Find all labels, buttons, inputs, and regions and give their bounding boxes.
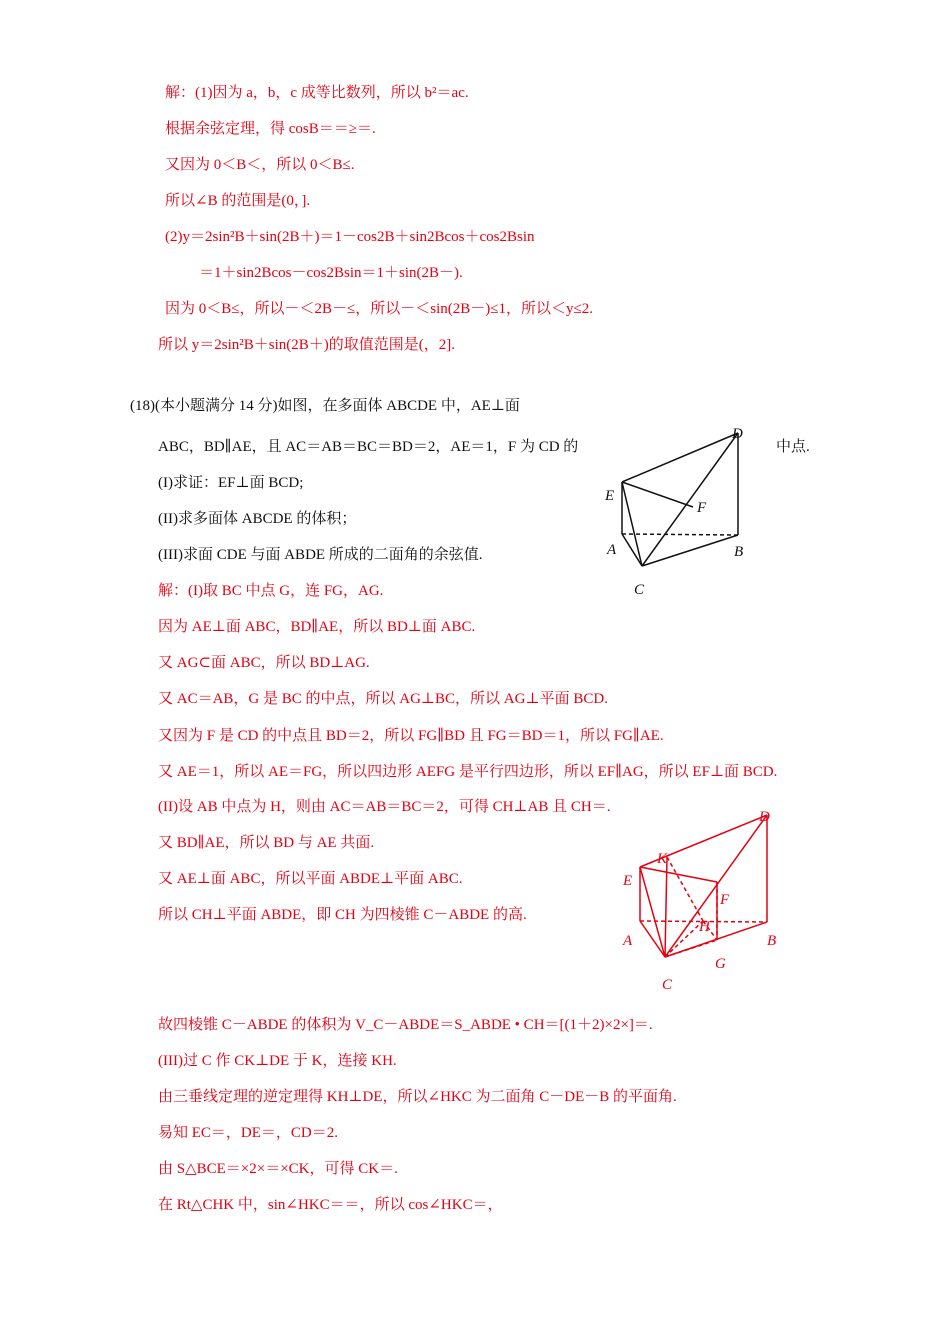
label-a: A <box>607 542 617 558</box>
solution-line: 又 AE＝1，所以 AE＝FG，所以四边形 AEFG 是平行四边形，所以 EF∥AG，所以 EF⊥面 BCD. <box>158 764 778 780</box>
solution-line: 易知 EC＝，DE＝，CD＝2. <box>158 1125 339 1141</box>
question-3: (III)求面 CDE 与面 ABDE 所成的二面角的余弦值. <box>158 547 483 563</box>
solution-line: 根据余弦定理，得 cosB＝＝≥＝. <box>165 121 376 137</box>
polyhedron-figure <box>595 420 765 600</box>
label-k: K <box>657 851 668 867</box>
solution-line: 由三垂线定理的逆定理得 KH⊥DE，所以∠HKC 为二面角 C－DE－B 的平面角. <box>158 1089 677 1105</box>
question-2: (II)求多面体 ABCDE 的体积； <box>158 511 357 527</box>
label-f: F <box>720 892 730 908</box>
solution-line: ＝1＋sin2Bcos－cos2Bsin＝1＋sin(2B－). <box>199 265 463 281</box>
label-d: D <box>759 809 770 825</box>
label-d: D <box>732 426 743 442</box>
solution-line: 故四棱锥 C－ABDE 的体积为 V_C－ABDE＝S_ABDE • CH＝[(1＋2)×2×]＝. <box>158 1017 653 1033</box>
question-1: (I)求证：EF⊥面 BCD; <box>158 475 304 491</box>
solution-line: 又因为 0＜B＜，所以 0＜B≤. <box>165 157 355 173</box>
solution-line: 所以 CH⊥平面 ABDE，即 CH 为四棱锥 C－ABDE 的高. <box>158 907 527 923</box>
label-b: B <box>734 544 744 560</box>
solution-line: 解：(1)因为 a，b，c 成等比数列，所以 b²＝ac. <box>165 85 469 101</box>
problem-18-statement: ABC，BD∥AE，且 AC＝AB＝BC＝BD＝2，AE＝1，F 为 CD 的 <box>158 439 579 455</box>
label-a: A <box>623 933 633 949</box>
label-c: C <box>634 582 645 598</box>
label-b: B <box>767 933 777 949</box>
label-c: C <box>662 977 673 993</box>
polyhedron-figure-construction <box>615 805 795 995</box>
solution-line: 又 AG⊂面 ABC，所以 BD⊥AG. <box>158 655 370 671</box>
label-h: H <box>699 919 710 935</box>
problem-18-statement-tail: 中点. <box>776 439 810 455</box>
solution-line: 解：(I)取 BC 中点 G，连 FG，AG. <box>158 583 384 599</box>
solution-line: 因为 AE⊥面 ABC，BD∥AE，所以 BD⊥面 ABC. <box>158 619 476 635</box>
label-g: G <box>715 956 726 972</box>
solution-line: (II)设 AB 中点为 H，则由 AC＝AB＝BC＝2，可得 CH⊥AB 且 CH＝. <box>158 799 611 815</box>
solution-line: 所以 y＝2sin²B＋sin(2B＋)的取值范围是(，2]. <box>158 337 455 353</box>
solution-line: 又因为 F 是 CD 的中点且 BD＝2，所以 FG∥BD 且 FG＝BD＝1，所以 FG∥AE. <box>158 728 664 744</box>
solution-line: 又 AE⊥面 ABC，所以平面 ABDE⊥平面 ABC. <box>158 871 463 887</box>
solution-line: 又 AC＝AB，G 是 BC 的中点，所以 AG⊥BC，所以 AG⊥平面 BCD. <box>158 691 608 707</box>
label-f: F <box>697 500 707 516</box>
label-e: E <box>623 873 633 889</box>
solution-line: (2)y＝2sin²B＋sin(2B＋)＝1－cos2B＋sin2Bcos＋cos2Bsin <box>165 229 535 245</box>
solution-line: 又 BD∥AE，所以 BD 与 AE 共面. <box>158 835 375 851</box>
solution-line: 在 Rt△CHK 中，sin∠HKC＝＝，所以 cos∠HKC＝， <box>158 1197 503 1213</box>
solution-line: 所以∠B 的范围是(0，]. <box>165 193 311 209</box>
solution-line: (III)过 C 作 CK⊥DE 于 K，连接 KH. <box>158 1053 397 1069</box>
solution-line: 因为 0＜B≤，所以－＜2B－≤，所以－＜sin(2B－)≤1，所以＜y≤2. <box>165 301 593 317</box>
problem-18-statement: (18)(本小题满分 14 分)如图，在多面体 ABCDE 中，AE⊥面 <box>130 398 520 414</box>
label-e: E <box>605 488 615 504</box>
solution-line: 由 S△BCE＝×2×＝×CK，可得 CK＝. <box>158 1161 398 1177</box>
